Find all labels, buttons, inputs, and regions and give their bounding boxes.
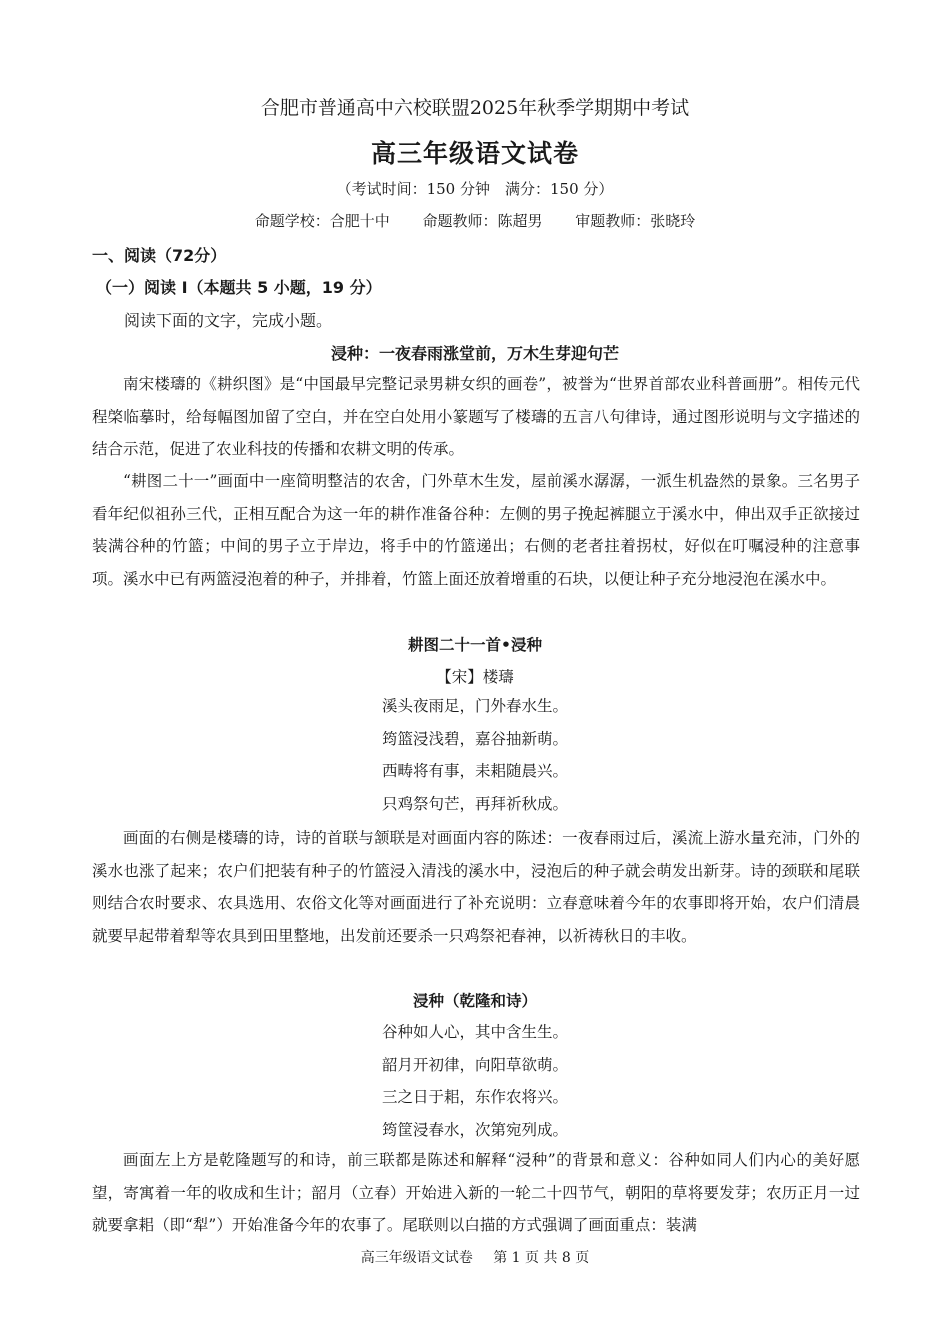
author-reviewer: 审题教师：张晓玲: [575, 212, 696, 230]
poem-title: 耕图二十一首•浸种: [408, 636, 542, 654]
article-paragraph: 南宋楼璹的《耕织图》是“中国最早完整记录男耕女织的画卷”，被誉为“世界首部农业科普画册”。相传元代程棨临摹时，给每幅图加留了空白，并在空白处用小篆题写了楼璹的五言八句律诗，通过图形说明与文字描述的结合示范，促进了农业科技的传播和农耕文明的传承。: [92, 375, 860, 458]
poem-title: 浸种（乾隆和诗）: [412, 992, 537, 1010]
paper-title: 高三年级语文试卷: [370, 139, 579, 168]
article-paragraph: “耕图二十一”画面中一座简明整洁的农舍，门外草木生发，屋前溪水潺潺，一派生机盎然的景象。三名男子看年纪似祖孙三代，正相互配合为这一年的耕作准备谷种：左侧的男子挽起裤腿立于溪水中，伸出双手正欲接过装满谷种的竹篮；中间的男子立于岸边，将手中的竹篮递出；右侧的老者拄着拐杖，好似在叮嘱浸种的注意事项。溪水中已有两篮浸泡着的种子，并排着，竹篮上面还放着增重的石块，以便让种子充分地浸泡在溪水中。: [92, 472, 860, 588]
author-setter: 命题教师：陈超男: [422, 212, 543, 230]
article-title: 浸种：一夜春雨涨堂前，万木生芽迎句芒: [330, 344, 619, 363]
section-heading: 一、阅读（72分）: [92, 246, 227, 265]
page-footer: [0, 1247, 950, 1267]
exam-info: （考试时间：150 分钟 满分：150 分）: [336, 180, 614, 198]
poem-line: 只鸡祭句芒，再拜祈秋成。: [381, 794, 568, 813]
poem-line: 溪头夜雨足，门外春水生。: [381, 697, 568, 715]
author-school: 命题学校：合肥十中: [254, 212, 390, 230]
subsection-heading: （一）阅读 I（本题共 5 小题，19 分）: [96, 278, 382, 297]
poem-line: 筠篮浸浅碧，嘉谷抽新萌。: [381, 729, 568, 748]
poem-lines: [0, 1016, 950, 1146]
poem-line: 三之日于耜，东作农将兴。: [381, 1088, 568, 1106]
footer-paper-name: 高三年级语文试卷: [360, 1250, 473, 1266]
poem-lines: [0, 690, 950, 820]
poem-line: 筠筐浸春水，次第宛列成。: [381, 1120, 568, 1139]
article-paragraph: 画面左上方是乾隆题写的和诗，前三联都是陈述和解释“浸种”的背景和意义：谷种如同人们内心的美好愿望，寄寓着一年的收成和生计；韶月（立春）开始进入新的一轮二十四节气，朝阳的草将要发芽；农历正月一过就要拿耜（即“犁”）开始准备今年的农事了。尾联则以白描的方式强调了画面重点：装满: [92, 1151, 860, 1234]
footer-page-info: 第 1 页 共 8 页: [493, 1250, 590, 1266]
poem-line: 谷种如人心，其中含生生。: [381, 1023, 568, 1041]
instruction-text: 阅读下面的文字，完成小题。: [124, 311, 333, 330]
poem-line: 西畴将有事，耒耜随晨兴。: [381, 762, 568, 780]
authors-line: [0, 210, 950, 231]
school-title: 合肥市普通高中六校联盟2025年秋季学期期中考试: [260, 97, 690, 119]
poem-line: 韶月开初律，向阳草欲萌。: [381, 1055, 568, 1074]
poem-author: 【宋】楼璹: [436, 668, 514, 686]
article-paragraph: 画面的右侧是楼璹的诗，诗的首联与颔联是对画面内容的陈述：一夜春雨过后，溪流上游水量充沛，门外的溪水也涨了起来；农户们把装有种子的竹篮浸入清浅的溪水中，浸泡后的种子就会萌发出新芽。诗的颈联和尾联则结合农时要求、农具选用、农俗文化等对画面进行了补充说明：立春意味着今年的农事即将开始，农户们清晨就要早起带着犁等农具到田里整地，出发前还要杀一只鸡祭祀春神，以祈祷秋日的丰收。: [92, 829, 860, 945]
